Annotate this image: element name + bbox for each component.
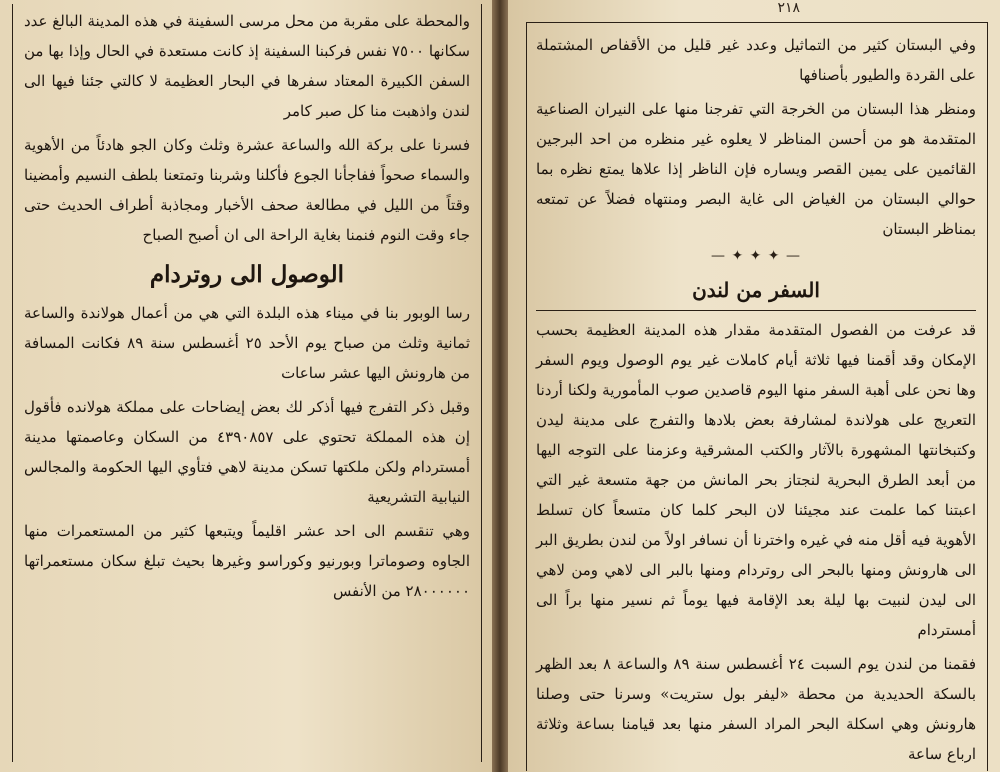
right-page-content (536, 30, 976, 769)
left-paragraph-1: والمحطة على مقربة من محل مرسى السفينة في هذه المدينة البالغ عدد سكانها ٧٥٠٠ نفس فركبنا السفينة إذ كانت مستعدة في الحال وإذا بها من السفن الكبيرة المعتاد سفرها في البحار العظيمة لا كالتي جئنا فيها الى لندن واذهبت منا كل صبر كامر (24, 12, 470, 120)
right-paragraph-1: وفي البستان كثير من التماثيل وعدد غير قليل من الأقفاص المشتملة على القردة والطيور بأصنافها (536, 36, 976, 84)
left-paragraph-2: فسرنا على بركة الله والساعة عشرة وثلث وكان الجو هادئاً من الأهوية والسماء صحواً ففاجأنا الجوع فأكلنا وشربنا وتمتعنا بلطف النسيم وأمضينا وقتاً من الليل في مطالعة صحف الأخبار ومجاذبة أطراف الحديث حتى جاء وقت النوم فنمنا بغاية الراحة الى ان أصبح الصباح (24, 136, 470, 244)
right-paragraph-2: ومنظر هذا البستان من الخرجة التي تفرجنا منها على النيران الصناعية المتقدمة هو من أحسن المناظر لا يعلوه غير منظره من احد البرجين القائمين على يمين القصر ويساره فإن الناظر إذا علاها يمتع نظره بما حوالي البستان من الغياض الى غاية البصر ومنتهاه فضلاً عن تمتعه بمناظر البستان (536, 100, 976, 238)
left-paragraph-3: رسا الوبور بنا في ميناء هذه البلدة التي هي من أعمال هولاندة والساعة ثمانية وثلث من صباح يوم الأحد ٢٥ أغسطس سنة ٨٩ فكانت المسافة من هارونش اليها عشر ساعات (24, 304, 470, 382)
left-paragraph-4: وقبل ذكر التفرج فيها أذكر لك بعض إيضاحات على مملكة هولانده فأقول إن هذه المملكة تحتوي على ٤٣٩٠٨٥٧ من السكان وعاصمتها مدينة أمستردام ولكن ملكتها تسكن مدينة لاهي فتأوي اليها الحكومة والمجالس النيابية التشريعية (24, 398, 470, 506)
book-gutter (492, 0, 508, 772)
left-page-content (24, 6, 470, 606)
left-page (0, 0, 492, 772)
heading-rule (536, 310, 976, 311)
right-page (508, 0, 1000, 772)
right-paragraph-4: فقمنا من لندن يوم السبت ٢٤ أغسطس سنة ٨٩ والساعة ٨ بعد الظهر بالسكة الحديدية من محطة «ليفر بول ستريت» وسرنا حتى وصلنا هارونش وهي اسكلة البحر المراد السفر منها بعد قيامنا بساعة وثلاثة ارباع ساعة (536, 655, 976, 763)
page-number: ٢١٨ (777, 0, 800, 16)
section-heading-london: السفر من لندن (692, 278, 820, 302)
right-paragraph-3: قد عرفت من الفصول المتقدمة مقدار هذه المدينة العظيمة بحسب الإمكان وقد أقمنا فيها ثلاثة أيام كاملات غير يوم الوصول ويوم السفر وها نحن على أهبة السفر منها اليوم قاصدين صوب المأمورية ولكنا أردنا التعريج على هولاندة لمشارفة بعض بلادها والتفرج على مدينة ليدن وكتبخانتها المشهورة بالآثار والكتب المشرقية وعزمنا على التوجه اليها من أبعد الطرق البحرية لنجتاز بحر المانش من جهة متسعة غير التي اعبتنا كما علمت عند مجيئنا لان البحر كلما كان متسعاً كان تسلط الأهوية فيه أقل منه في غيره واخترنا أن نسافر اولاً من لندن بطريق البر الى هارونش ومنها بالبحر الى روتردام ومنها بالبر الى لاهي ومن لاهي الى ليدن لنبيت بها ليلة بعد الإقامة فيها يوماً ثم نسير منها براً الى أمستردام (536, 321, 976, 639)
left-paragraph-5: وهي تنقسم الى احد عشر اقليماً ويتبعها كثير من المستعمرات منها الجاوه وصوماترا وبورنيو وكوراسو وغيرها بحيث تبلغ سكان مستعمراتها ٢٨٠٠٠٠٠٠ من الأنفس (24, 522, 470, 600)
section-heading-rotterdam: الوصول الى روتردام (149, 261, 345, 288)
ornament-divider: — ✦ ✦ ✦ — (711, 248, 801, 264)
